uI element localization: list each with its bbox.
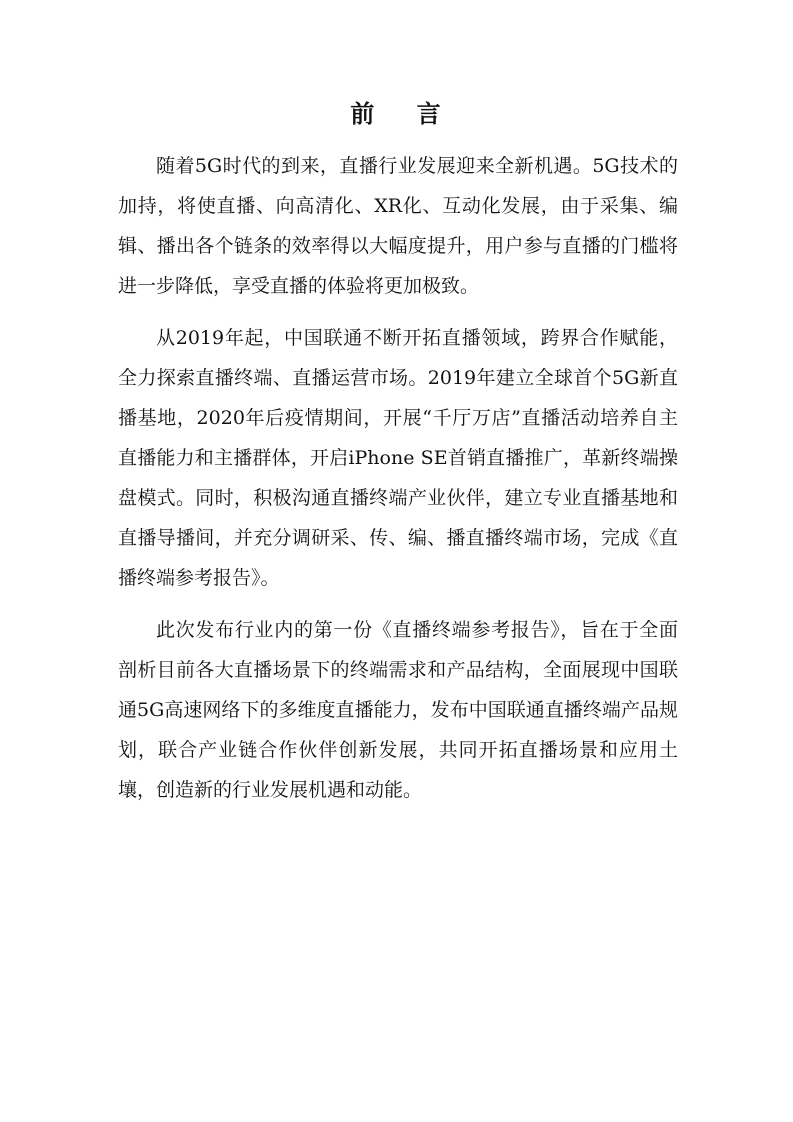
page-title: [0, 94, 793, 129]
paragraph-1: 随着5G时代的到来，直播行业发展迎来全新机遇。5G技术的加持，将使直播、向高清化、XR化、互动化发展，由于采集、编辑、播出各个链条的效率得以大幅度提升，用户参与直播的门槛将进一步降低，享受直播的体验将更加极致。: [118, 155, 678, 297]
page-title-char-2: 言: [416, 99, 443, 128]
page-title-char-1: 前: [350, 99, 377, 128]
preface-body: [118, 146, 678, 822]
paragraph-2: 从2019年起，中国联通不断开拓直播领域，跨界合作赋能，全力探索直播终端、直播运营市场。2019年建立全球首个5G新直播基地，2020年后疫情期间，开展“千厅万店”直播活动培养自主直播能力和主播群体，开启iPhone SE首销直播推广，革新终端操盘模式。同时，积极沟通直播终端产业伙伴，建立专业直播基地和直播导播间，并充分调研采、传、编、播直播终端市场，完成《直播终端参考报告》。: [118, 327, 678, 589]
paragraph-3: 此次发布行业内的第一份《直播终端参考报告》，旨在于全面剖析目前各大直播场景下的终端需求和产品结构，全面展现中国联通5G高速网络下的多维度直播能力，发布中国联通直播终端产品规划，联合产业链合作伙伴创新发展，共同开拓直播场景和应用土壤，创造新的行业发展机遇和动能。: [118, 619, 678, 801]
